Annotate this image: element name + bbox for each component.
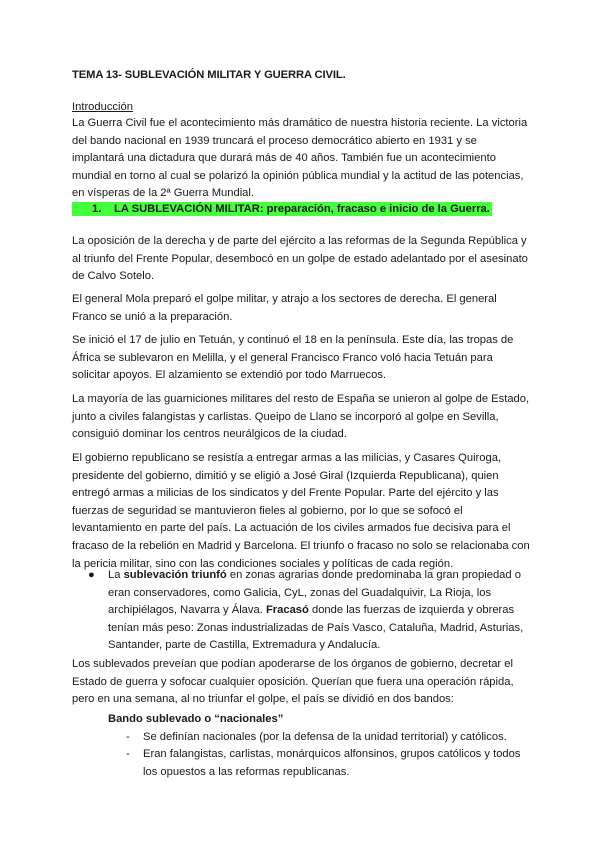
document-title: TEMA 13- SUBLEVACIÓN MILITAR Y GUERRA CIVIL. xyxy=(72,69,346,81)
paragraph-garrisons: La mayoría de las guarniciones militares del resto de España se unieron al golpe de Estado, junto a civiles falangistas y carlistas. Queipo de Llano se incorporó al golpe en Sevilla, consiguió dominar los centros neurálgicos de la ciudad. xyxy=(72,393,530,441)
section-1-heading xyxy=(72,203,492,215)
intro-heading: Introducción xyxy=(72,101,133,113)
paragraph-mola: El general Mola preparó el golpe militar, y atrajo a los sectores de derecha. El general Franco se unió a la preparación. xyxy=(72,293,497,323)
section-1-title: LA SUBLEVACIÓN MILITAR: preparación, fracaso e inicio de la Guerra. xyxy=(114,203,490,215)
paragraph-origin: La oposición de la derecha y de parte del ejército a las reformas de la Segunda República y al triunfo del Frente Popular, desembocó en un golpe de estado adelantado por el asesinato de Calvo Sotelo. xyxy=(72,235,528,283)
bullet-marker: ● xyxy=(88,569,95,581)
paragraph-government: El gobierno republicano se resistía a entregar armas a las milicias, y Casares Quiroga, presidente del gobierno, dimitió y se eligió a José Giral (Izquierda Republicana), quien entregó armas a milicias de los sindicatos y del Frente Popular. Parte del ejército y las fuerzas de seguridad se mantuvieron fieles al gobierno, por lo que se sofocó el levantamiento en parte del país. La actuación de los civiles armados fue decisiva para el fracaso de la rebelión en Madrid y Barcelona. El triunfo o fracaso no solo se relacionaba con la pericia militar, sino con las condiciones sociales y políticas de cada región. xyxy=(72,452,530,570)
paragraph-closing: Los sublevados preveían que podían apoderarse de los órganos de gobierno, decretar el Estado de guerra y sofocar cualquier oposición. Querían que fuera una operación rápida, pero en una semana, al no triunfar el golpe, el país se dividió en dos bandos: xyxy=(72,658,514,706)
intro-paragraph: La Guerra Civil fue el acontecimiento más dramático de nuestra historia reciente. La victoria del bando nacional en 1939 truncará el proceso democrático abierto en 1931 y se implantará una dictadura que durará más de 40 años. También fue un acontecimiento mundial en torno al cual se polarizó la opinión pública mundial y la actitud de las potencias, en vísperas de la 2ª Guerra Mundial. xyxy=(72,117,528,200)
bullet-text: La sublevación triunfó en zonas agrarias donde predominaba la gran propiedad o eran conservadores, como Galicia, CyL, zonas del Guadalquivir, La Rioja, los archipiélagos, Navarra y Álava. Fracasó donde las fuerzas de izquierda y obreras tenían más peso: Zonas industrializadas de País Vasco, Cataluña, Madrid, Asturias, Santander, parte de Castilla, Extremadura y Andalucía. xyxy=(108,569,524,652)
bando-heading: Bando sublevado o “nacionales” xyxy=(108,713,284,725)
document-page: TEMA 13- SUBLEVACIÓN MILITAR Y GUERRA CIVIL. Introducción La Guerra Civil fue el acontecimiento más dramático de nuestra historia reciente. La victoria del bando nacional en 1939 truncará el proceso democrático abierto en 1931 y se implantará una dictadura que durará más de 40 años. También fue un acontecimiento mundial en torno al cual se polarizó la opinión pública mundial y la actitud de las potencias, en vísperas de la 2ª Guerra Mundial. 1. LA SUBLEVACIÓN MILITAR: preparación, fracaso e inicio de la Guerra. La oposición de la derecha y de parte del ejército a las reformas de la Segunda República y al triunfo del Frente Popular, desembocó en un golpe de estado adelantado por el asesinato de Calvo Sotelo. El general Mola preparó el golpe militar, y atrajo a los sectores de derecha. El general Franco se unió a la preparación. Se inició el 17 de julio en Tetuán, y continuó el 18 en la península. Este día, las tropas de África se sublevaron en Melilla, y el general Francisco Franco voló hacia Tetuán para solicitar apoyos. El alzamiento se extendió por todo Marruecos. La mayoría de las guarniciones militares del resto de España se unieron al golpe de Estado, junto a civiles falangistas y carlistas. Queipo de Llano se incorporó al golpe en Sevilla, consiguió dominar los centros neurálgicos de la ciudad. El gobierno republicano se resistía a entregar armas a las milicias, y Casares Quiroga, presidente del gobierno, dimitió y se eligió a José Giral (Izquierda Republicana), quien entregó armas a milicias de los sindicatos y del Frente Popular. Parte del ejército y las fuerzas de seguridad se mantuvieron fieles al gobierno, por lo que se sofocó el levantamiento en parte del país. La actuación de los civiles armados fue decisiva para el fracaso de la rebelión en Madrid y Barcelona. El triunfo o fracaso no solo se relacionaba con la pericia militar, sino con las condiciones sociales y políticas de cada región. ● La sublevación triunfó en zonas agrarias donde predominaba la gran propiedad o eran conservadores, como Galicia, CyL, zonas del Guadalquivir, La Rioja, los archipiélagos, Navarra y Álava. Fracasó donde las fuerzas de izquierda y obreras tenían más peso: Zonas industrializadas de País Vasco, Cataluña, Madrid, Asturias, Santander, parte de Castilla, Extremadura y Andalucía. Los sublevados preveían que podían apoderarse de los órganos de gobierno, decretar el Estado de guerra y sofocar cualquier oposición. Querían que fuera una operación rápida, pero en una semana, al no triunfar el golpe, el país se dividió en dos bandos: Bando sublevado o “nacionales” - Se definían nacionales (por la defensa de la unidad territorial) y católicos. - Eran falangistas, carlistas, monárquicos alfonsinos, grupos católicos y todos los opuestos a las reformas republicanas. xyxy=(0,0,600,848)
paragraph-start: Se inició el 17 de julio en Tetuán, y continuó el 18 en la península. Este día, las tropas de África se sublevaron en Melilla, y el general Francisco Franco voló hacia Tetuán para solicitar apoyos. El alzamiento se extendió por todo Marruecos. xyxy=(72,334,514,382)
section-1-number: 1. xyxy=(92,203,102,215)
